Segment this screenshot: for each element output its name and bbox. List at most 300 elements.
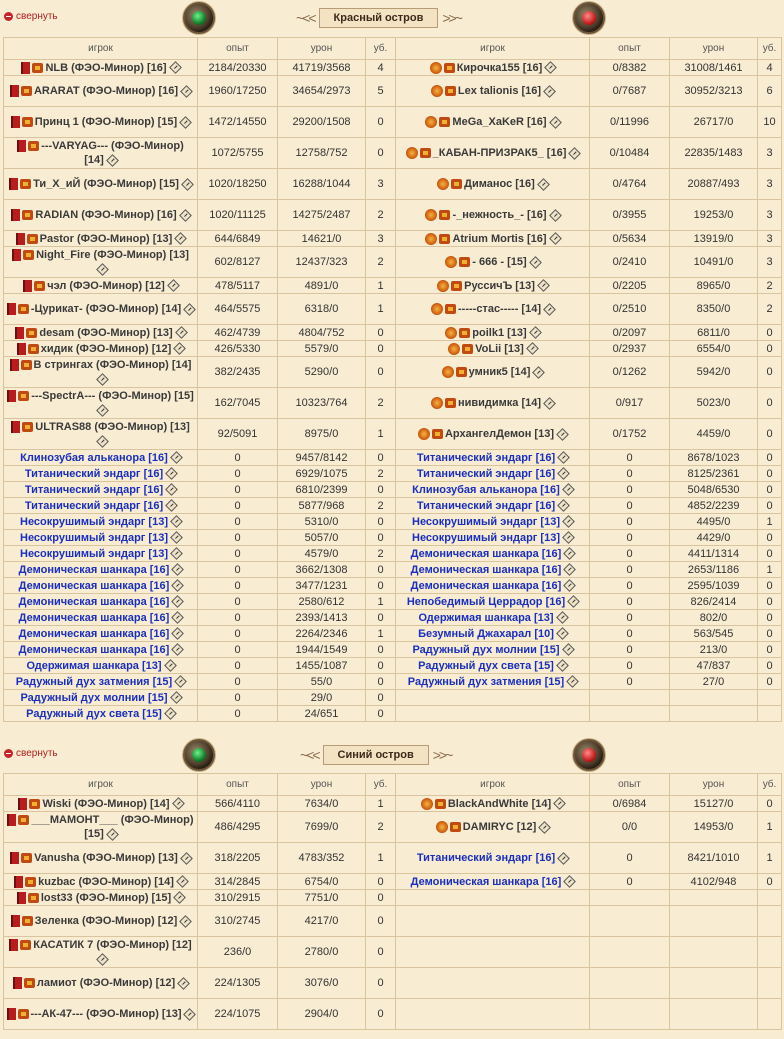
exp-cell: 0	[590, 658, 670, 674]
info-icon[interactable]	[563, 547, 576, 560]
info-icon[interactable]	[179, 116, 192, 129]
player-cell	[4, 906, 198, 937]
damage-cell: 4579/0	[278, 546, 366, 562]
player-name[interactable]: - 666 - [15]	[472, 256, 527, 268]
info-icon[interactable]	[557, 852, 570, 865]
info-icon[interactable]	[170, 451, 183, 464]
exp-cell: 236/0	[198, 937, 278, 968]
monster-name[interactable]: Радужный дух молнии [15]	[412, 643, 560, 656]
player-name[interactable]: ---АК-47--- (ФЭО-Минор) [13]	[30, 1008, 182, 1020]
kills-cell: 2	[758, 294, 782, 325]
damage-cell: 31008/1461	[670, 60, 758, 76]
exp-cell: 0/1262	[590, 357, 670, 388]
monster-name[interactable]: Титанический эндарг [16]	[416, 852, 556, 864]
exp-cell: 0/2205	[590, 278, 670, 294]
damage-cell: 41719/3568	[278, 60, 366, 76]
table-row	[4, 76, 782, 107]
exp-cell: 0/10484	[590, 138, 670, 169]
player-name[interactable]: desam (ФЭО-Минор) [13]	[39, 326, 173, 339]
exp-cell: 0/5634	[590, 231, 670, 247]
info-icon[interactable]	[556, 627, 569, 640]
damage-cell: 14953/0	[670, 812, 758, 843]
monster-name[interactable]: Демоническая шанкара [16]	[18, 563, 170, 576]
player-name[interactable]: Atrium Mortis [16]	[452, 232, 547, 245]
kills-cell: 3	[758, 138, 782, 169]
kills-cell: 0	[758, 546, 782, 562]
exp-cell	[590, 937, 670, 968]
player-name[interactable]: чэл (ФЭО-Минор) [12]	[47, 279, 165, 292]
player-cell	[396, 642, 590, 658]
exp-cell: 224/1305	[198, 968, 278, 999]
info-icon[interactable]	[549, 116, 562, 129]
player-name[interactable]: -Цурикат- (ФЭО-Минор) [14]	[30, 303, 182, 315]
kills-cell	[758, 999, 782, 1030]
player-cell	[396, 294, 590, 325]
info-icon[interactable]	[557, 467, 570, 480]
info-icon[interactable]	[177, 977, 190, 990]
player-name[interactable]: Кирочка155 [16]	[456, 61, 543, 74]
player-name[interactable]: ARARAT (ФЭО-Минор) [16]	[33, 85, 179, 97]
info-icon[interactable]	[562, 515, 575, 528]
info-icon[interactable]	[172, 797, 185, 810]
element-icon	[442, 366, 454, 378]
info-icon[interactable]	[96, 404, 109, 417]
monster-name[interactable]: Радужный дух молнии [15]	[20, 691, 168, 704]
monster-name[interactable]: Одержимая шанкара [13]	[418, 611, 554, 624]
order-icon	[27, 234, 38, 244]
player-name[interactable]: нивидимка [14]	[457, 397, 542, 409]
monster-name[interactable]: Демоническая шанкара [16]	[410, 875, 562, 888]
kills-cell: 0	[366, 968, 396, 999]
order-icon	[18, 304, 29, 314]
info-icon[interactable]	[553, 797, 566, 810]
exp-cell: 0/2410	[590, 247, 670, 278]
info-icon[interactable]	[169, 61, 182, 74]
info-icon[interactable]	[171, 611, 184, 624]
damage-cell: 4891/0	[278, 278, 366, 294]
monster-name[interactable]: Несокрушимый эндарг [13]	[20, 547, 168, 560]
table-row	[4, 498, 782, 514]
player-cell	[4, 107, 198, 138]
info-icon[interactable]	[170, 515, 183, 528]
info-icon[interactable]	[543, 303, 556, 316]
damage-cell: 3477/1231	[278, 578, 366, 594]
player-cell	[4, 514, 198, 530]
info-icon[interactable]	[526, 342, 539, 355]
exp-cell: 1072/5755	[198, 138, 278, 169]
exp-cell	[590, 690, 670, 706]
info-icon[interactable]	[96, 953, 109, 966]
kills-cell: 1	[758, 562, 782, 578]
element-icon	[425, 233, 437, 245]
damage-cell: 19253/0	[670, 200, 758, 231]
monster-name[interactable]: Демоническая шанкара [16]	[18, 611, 170, 624]
player-cell	[4, 138, 198, 169]
info-icon[interactable]	[173, 342, 186, 355]
player-cell	[4, 658, 198, 674]
clan-flag-icon	[9, 939, 18, 951]
player-cell	[4, 578, 198, 594]
exp-cell: 644/6849	[198, 231, 278, 247]
damage-cell: 4459/0	[670, 419, 758, 450]
monster-name[interactable]: Несокрушимый эндарг [13]	[20, 531, 168, 544]
info-icon[interactable]	[175, 326, 188, 339]
player-name[interactable]: _КАБАН-ПРИЗРАК5_ [16]	[432, 147, 567, 159]
damage-cell: 2595/1039	[670, 578, 758, 594]
player-cell	[4, 482, 198, 498]
damage-cell: 5023/0	[670, 388, 758, 419]
order-icon	[21, 360, 32, 370]
info-icon[interactable]	[164, 707, 177, 720]
damage-cell: 4217/0	[278, 906, 366, 937]
monster-name[interactable]: Клинозубая альканора [16]	[20, 451, 168, 464]
monster-name[interactable]: Несокрушимый эндарг [13]	[412, 515, 560, 528]
info-icon[interactable]	[567, 595, 580, 608]
player-name[interactable]: Принц 1 (ФЭО-Минор) [15]	[34, 116, 178, 128]
red-body	[4, 60, 782, 722]
exp-cell	[590, 968, 670, 999]
player-cell	[4, 968, 198, 999]
player-name[interactable]: АрхангелДемон [13]	[444, 428, 554, 440]
monster-name[interactable]: Безумный Джахарал [10]	[418, 627, 554, 640]
monster-name[interactable]: Титанический эндарг [16]	[416, 467, 556, 480]
info-icon[interactable]	[106, 154, 119, 167]
exp-cell: 0/4764	[590, 169, 670, 200]
monster-name[interactable]: Несокрушимый эндарг [13]	[412, 531, 560, 544]
info-icon[interactable]	[176, 875, 189, 888]
monster-name[interactable]: Титанический эндарг [16]	[24, 483, 164, 496]
order-icon	[459, 328, 470, 338]
player-cell	[4, 498, 198, 514]
player-cell	[4, 200, 198, 231]
player-cell	[4, 706, 198, 722]
player-name[interactable]: Vanusha (ФЭО-Минор) [13]	[34, 852, 178, 864]
info-icon[interactable]	[543, 397, 556, 410]
player-name[interactable]: VoLii [13]	[475, 342, 524, 355]
info-icon[interactable]	[563, 563, 576, 576]
info-icon[interactable]	[562, 643, 575, 656]
info-icon[interactable]	[106, 828, 119, 841]
info-icon[interactable]	[179, 209, 192, 222]
info-icon[interactable]	[557, 499, 570, 512]
monster-name[interactable]: Радужный дух света [15]	[418, 659, 554, 672]
info-icon[interactable]	[171, 563, 184, 576]
player-name[interactable]: Wiski (ФЭО-Минор) [14]	[42, 797, 170, 810]
player-cell	[396, 514, 590, 530]
exp-cell: 0	[198, 690, 278, 706]
player-name[interactable]: Диманос [16]	[464, 178, 535, 190]
ornament-left-icon: ~<<	[300, 747, 319, 763]
order-icon	[20, 179, 31, 189]
damage-cell: 2264/2346	[278, 626, 366, 642]
info-icon[interactable]	[556, 428, 569, 441]
order-icon	[24, 978, 35, 988]
damage-cell: 2393/1413	[278, 610, 366, 626]
kills-cell: 3	[366, 169, 396, 200]
player-cell	[4, 341, 198, 357]
info-icon[interactable]	[171, 643, 184, 656]
player-name[interactable]: kuzbac (ФЭО-Минор) [14]	[38, 875, 174, 888]
clan-flag-icon	[7, 814, 16, 826]
info-icon[interactable]	[556, 659, 569, 672]
order-icon	[34, 281, 45, 291]
info-icon[interactable]	[173, 891, 186, 904]
player-cell	[396, 419, 590, 450]
clan-flag-icon	[15, 327, 24, 339]
info-icon[interactable]	[170, 547, 183, 560]
exp-cell: 0	[198, 642, 278, 658]
player-name[interactable]: Night_Fire (ФЭО-Минор) [13]	[36, 249, 189, 261]
order-icon	[28, 141, 39, 151]
damage-cell: 14275/2487	[278, 200, 366, 231]
player-name[interactable]: RADIAN (ФЭО-Минор) [16]	[35, 209, 177, 221]
monster-name[interactable]: Демоническая шанкара [16]	[410, 563, 562, 576]
red-island-header	[0, 0, 784, 36]
element-icon	[445, 256, 457, 268]
info-icon[interactable]	[544, 61, 557, 74]
player-cell	[396, 674, 590, 690]
damage-cell	[670, 890, 758, 906]
player-cell	[4, 890, 198, 906]
info-icon[interactable]	[165, 467, 178, 480]
info-icon[interactable]	[537, 178, 550, 191]
exp-cell: 0	[198, 482, 278, 498]
table-row	[4, 169, 782, 200]
element-icon	[448, 343, 460, 355]
player-name[interactable]: -----стас----- [14]	[458, 303, 541, 315]
player-name[interactable]: Ти_Х_иЙ (ФЭО-Минор) [15]	[33, 178, 179, 190]
player-name[interactable]: Pastor (ФЭО-Минор) [13]	[39, 232, 173, 245]
damage-cell: 4102/948	[670, 874, 758, 890]
info-icon[interactable]	[171, 627, 184, 640]
info-icon[interactable]	[549, 232, 562, 245]
info-icon[interactable]	[170, 691, 183, 704]
kills-cell: 0	[758, 341, 782, 357]
exp-cell: 0/3955	[590, 200, 670, 231]
monster-name[interactable]: Титанический эндарг [16]	[24, 499, 164, 512]
monster-name[interactable]: Демоническая шанкара [16]	[18, 579, 170, 592]
info-icon[interactable]	[543, 85, 556, 98]
info-icon[interactable]	[96, 373, 109, 386]
kills-cell: 0	[366, 906, 396, 937]
damage-cell: 12758/752	[278, 138, 366, 169]
info-icon[interactable]	[566, 675, 579, 688]
info-icon[interactable]	[180, 852, 193, 865]
monster-name[interactable]: Одержимая шанкара [13]	[26, 659, 162, 672]
monster-name[interactable]: Демоническая шанкара [16]	[18, 595, 170, 608]
monster-name[interactable]: Титанический эндарг [16]	[24, 467, 164, 480]
exp-cell: 0	[590, 514, 670, 530]
info-icon[interactable]	[171, 579, 184, 592]
element-icon	[431, 303, 443, 315]
info-icon[interactable]	[557, 451, 570, 464]
info-icon[interactable]	[562, 531, 575, 544]
info-icon[interactable]	[183, 303, 196, 316]
info-icon[interactable]	[529, 326, 542, 339]
exp-cell: 0	[590, 450, 670, 466]
damage-cell: 5048/6530	[670, 482, 758, 498]
info-icon[interactable]	[179, 915, 192, 928]
player-name[interactable]: DAMIRYC [12]	[462, 821, 537, 833]
kills-cell: 1	[366, 419, 396, 450]
info-icon[interactable]	[569, 147, 582, 160]
blue-island-title: Синий остров	[323, 745, 429, 765]
info-icon[interactable]	[165, 483, 178, 496]
kills-cell: 2	[366, 466, 396, 482]
exp-cell: 0	[198, 514, 278, 530]
order-icon	[439, 117, 450, 127]
info-icon[interactable]	[171, 595, 184, 608]
monster-name[interactable]: Непобедимый Церрадор [16]	[406, 595, 566, 608]
kills-cell: 2	[366, 388, 396, 419]
kills-cell: 0	[366, 706, 396, 722]
info-icon[interactable]	[181, 178, 194, 191]
player-cell	[396, 874, 590, 890]
player-name[interactable]: РуссичЪ [13]	[464, 279, 535, 292]
player-cell	[396, 341, 590, 357]
player-cell	[4, 812, 198, 843]
info-icon[interactable]	[563, 875, 576, 888]
minus-icon	[4, 12, 13, 21]
info-icon[interactable]	[96, 435, 109, 448]
player-cell	[4, 546, 198, 562]
player-name[interactable]: MeGa_XaKeR [16]	[452, 116, 547, 128]
player-name[interactable]: Lex talionis [16]	[457, 85, 542, 97]
player-cell	[4, 562, 198, 578]
exp-cell: 602/8127	[198, 247, 278, 278]
info-icon[interactable]	[533, 366, 546, 379]
player-name[interactable]: lost33 (ФЭО-Минор) [15]	[40, 891, 172, 904]
exp-cell: 0	[198, 674, 278, 690]
damage-cell: 8125/2361	[670, 466, 758, 482]
player-cell	[396, 482, 590, 498]
damage-cell: 9457/8142	[278, 450, 366, 466]
kills-cell: 1	[758, 514, 782, 530]
player-cell	[4, 999, 198, 1030]
collapse-red-button[interactable]: свернуть	[4, 11, 58, 22]
info-icon[interactable]	[174, 232, 187, 245]
player-name[interactable]: -_нежность_- [16]	[452, 209, 547, 221]
order-icon	[439, 234, 450, 244]
monster-name[interactable]: Демоническая шанкара [16]	[18, 627, 170, 640]
player-cell	[396, 796, 590, 812]
exp-cell: 426/5330	[198, 341, 278, 357]
info-icon[interactable]	[165, 499, 178, 512]
table-row	[4, 247, 782, 278]
monster-name[interactable]: Демоническая шанкара [16]	[18, 643, 170, 656]
kills-cell: 0	[758, 419, 782, 450]
info-icon[interactable]	[96, 263, 109, 276]
info-icon[interactable]	[164, 659, 177, 672]
player-name[interactable]: BlackAndWhite [14]	[447, 797, 552, 810]
damage-cell: 3662/1308	[278, 562, 366, 578]
order-icon	[445, 86, 456, 96]
info-icon[interactable]	[538, 821, 551, 834]
player-cell	[396, 594, 590, 610]
player-cell	[4, 674, 198, 690]
kills-cell: 0	[366, 937, 396, 968]
monster-name[interactable]: Титанический эндарг [16]	[416, 451, 556, 464]
player-cell	[4, 690, 198, 706]
monster-name[interactable]: Демоническая шанкара [16]	[410, 547, 562, 560]
column-header: игрок	[4, 774, 198, 796]
player-name[interactable]: ламиот (ФЭО-Минор) [12]	[36, 977, 176, 989]
monster-name[interactable]: Радужный дух затмения [15]	[15, 675, 173, 688]
player-name[interactable]: хидик (ФЭО-Минор) [12]	[40, 342, 172, 355]
table-row	[4, 626, 782, 642]
exp-cell: 0	[198, 450, 278, 466]
ornament-right-icon: >>~	[442, 10, 461, 26]
info-icon[interactable]	[556, 611, 569, 624]
player-cell	[4, 796, 198, 812]
info-icon[interactable]	[180, 85, 193, 98]
player-name[interactable]: ---SpectrA--- (ФЭО-Минор) [15]	[31, 390, 194, 402]
column-header: опыт	[198, 774, 278, 796]
monster-name[interactable]: Радужный дух затмения [15]	[407, 675, 565, 688]
monster-name[interactable]: Титанический эндарг [16]	[416, 499, 556, 512]
player-name[interactable]: умник5 [14]	[468, 366, 531, 378]
player-cell	[396, 610, 590, 626]
info-icon[interactable]	[549, 209, 562, 222]
monster-name[interactable]: Клинозубая альканора [16]	[412, 483, 560, 496]
player-cell	[4, 278, 198, 294]
clan-flag-icon	[10, 359, 19, 371]
player-name[interactable]: poilk1 [13]	[472, 326, 527, 339]
player-name[interactable]: ULTRAS88 (ФЭО-Минор) [13]	[35, 421, 190, 433]
damage-cell: 802/0	[670, 610, 758, 626]
info-icon[interactable]	[537, 279, 550, 292]
damage-cell: 3076/0	[278, 968, 366, 999]
info-icon[interactable]	[563, 579, 576, 592]
exp-cell: 0	[198, 706, 278, 722]
info-icon[interactable]	[167, 279, 180, 292]
kills-cell: 0	[758, 626, 782, 642]
red-gem-icon	[573, 739, 605, 771]
order-icon	[462, 344, 473, 354]
player-name[interactable]: В стрингах (ФЭО-Минор) [14]	[33, 359, 192, 371]
player-name[interactable]: ___МАМОНТ___ (ФЭО-Минор) [15]	[31, 814, 194, 840]
info-icon[interactable]	[562, 483, 575, 496]
player-cell	[396, 658, 590, 674]
kills-cell	[758, 906, 782, 937]
info-icon[interactable]	[170, 531, 183, 544]
player-name[interactable]: NLB (ФЭО-Минор) [16]	[45, 61, 167, 74]
player-name[interactable]: КАСАТИК 7 (ФЭО-Минор) [12]	[33, 939, 192, 951]
player-name[interactable]: ---VARYAG--- (ФЭО-Минор) [14]	[41, 140, 184, 166]
column-header: игрок	[4, 38, 198, 60]
table-row	[4, 812, 782, 843]
collapse-blue-button[interactable]: свернуть	[4, 748, 58, 759]
element-icon	[445, 327, 457, 339]
monster-name[interactable]: Несокрушимый эндарг [13]	[20, 515, 168, 528]
damage-cell: 5579/0	[278, 341, 366, 357]
monster-name[interactable]: Демоническая шанкара [16]	[410, 579, 562, 592]
player-name[interactable]: Зеленка (ФЭО-Минор) [12]	[34, 915, 178, 927]
exp-cell: 478/5117	[198, 278, 278, 294]
exp-cell: 0	[198, 658, 278, 674]
exp-cell	[590, 906, 670, 937]
kills-cell: 2	[366, 498, 396, 514]
info-icon[interactable]	[529, 256, 542, 269]
clan-flag-icon	[7, 390, 16, 402]
table-row	[4, 937, 782, 968]
order-icon	[445, 304, 456, 314]
info-icon[interactable]	[174, 675, 187, 688]
kills-cell: 0	[758, 674, 782, 690]
info-icon[interactable]	[184, 1008, 197, 1021]
monster-name[interactable]: Радужный дух света [15]	[26, 707, 162, 720]
column-header: уб.	[366, 774, 396, 796]
